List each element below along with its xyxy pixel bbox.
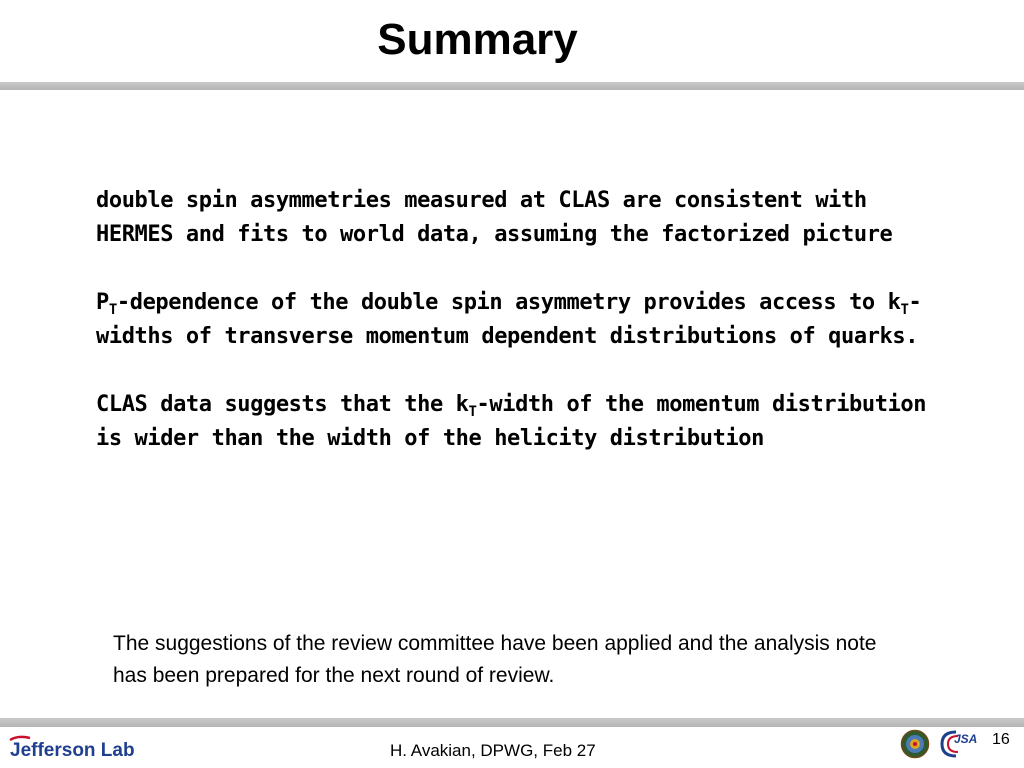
jefferson-lab-logo xyxy=(8,734,168,764)
subscript-t: T xyxy=(108,302,117,318)
title-divider xyxy=(0,82,1024,90)
jefferson-lab-logo-text: Jefferson Lab xyxy=(10,740,135,761)
subscript-t: T xyxy=(468,404,477,420)
jsa-logo xyxy=(936,728,984,760)
footer-divider xyxy=(0,718,1024,727)
paragraph-3 xyxy=(96,388,936,456)
paragraph-1-text: double spin asymmetries measured at CLAS are consistent with HERMES and fits to world data, assuming the factorized picture xyxy=(96,188,893,247)
paragraph-2-segment: -widths of transverse momentum dependent distributions of quarks. xyxy=(96,290,922,349)
footer-author-date: H. Avakian, DPWG, Feb 27 xyxy=(390,741,596,760)
jsa-logo-text: JSA xyxy=(954,732,978,746)
paragraph-2-segment: -dependence of the double spin asymmetry provides access to k xyxy=(116,290,901,315)
doe-seal-icon xyxy=(900,729,930,759)
paragraph-2 xyxy=(96,286,936,354)
subscript-t: T xyxy=(900,302,909,318)
paragraph-3-segment: CLAS data suggests that the k xyxy=(96,392,469,417)
paragraph-2-segment: P xyxy=(96,290,109,315)
slide-title: Summary xyxy=(377,15,578,64)
review-note: The suggestions of the review committee have been applied and the analysis note has been prepared for the next round of review. xyxy=(113,632,877,687)
summary-body xyxy=(96,184,936,490)
paragraph-3-segment: -width of the momentum distribution is wider than the width of the helicity distribution xyxy=(96,392,927,451)
page-number: 16 xyxy=(992,731,1010,748)
paragraph-1 xyxy=(96,184,936,252)
